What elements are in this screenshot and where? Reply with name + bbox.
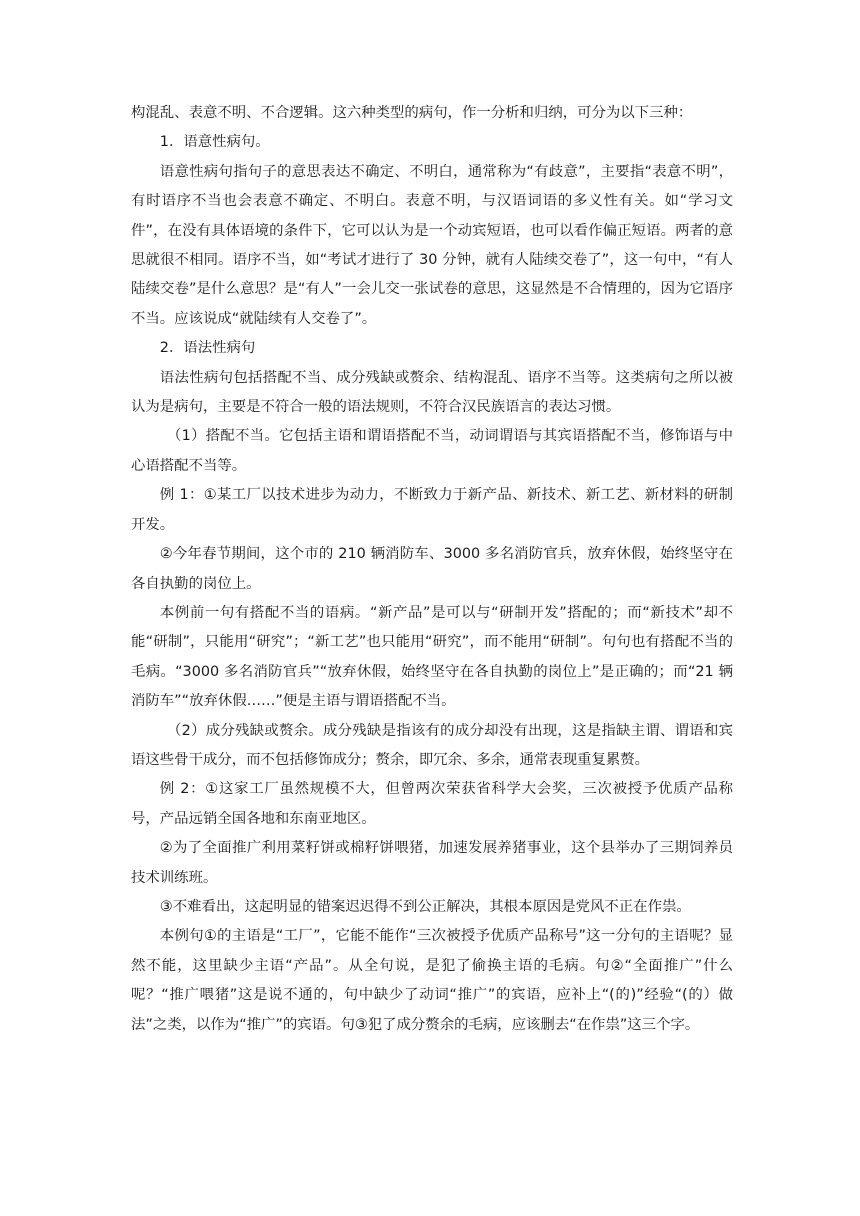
example-1-sentence-1: 例 1：①某工厂以技术进步为动力，不断致力于新产品、新技术、新工艺、新材料的研制开发。 [131, 487, 733, 533]
heading-grammar-errors: 2．语法性病句 [159, 340, 256, 357]
document-body [131, 99, 733, 1040]
example-2-analysis: 本例句①的主语是“工厂”，它能不能作“三次被授予优质产品称号”这一分句的主语呢？显然不能，这里缺少主语“产品”。从全句说，是犯了偷换主语的毛病。句②“全面推广”什么呢？“推广喂猪”这是说不通的，句中缺少了动词“推广”的宾语，应补上“(的)”经验“(的）做法”之类，以作为“推广”的宾语。句③犯了成分赘余的毛病，应该删去“在作祟”这三个字。 [131, 928, 733, 1033]
paragraph-missing-redundant: （2）成分残缺或赘余。成分残缺是指该有的成分却没有出现，这是指缺主谓、谓语和宾语这些骨干成分，而不包括修饰成分；赘余，即冗余、多余，通常表现重复累赘。 [131, 722, 733, 768]
paragraph-mismatch: （1）搭配不当。它包括主语和谓语搭配不当，动词谓语与其宾语搭配不当，修饰语与中心语搭配不当等。 [131, 428, 733, 474]
example-2-sentence-1: 例 2：①这家工厂虽然规模不大，但曾两次荣获省科学大会奖，三次被授予优质产品称号，产品远销全国各地和东南亚地区。 [131, 781, 733, 827]
example-2-sentence-3: ③不难看出，这起明显的错案迟迟得不到公正解决，其根本原因是党风不正在作祟。 [159, 898, 691, 915]
paragraph-semantic-errors: 语意性病句指句子的意思表达不确定、不明白，通常称为“有歧意”，主要指“表意不明”，有时语序不当也会表意不确定、不明白。表意不明，与汉语词语的多义性有关。如“学习文件”，在没有具体语境的条件下，它可以认为是一个动宾短语，也可以看作偏正短语。两者的意思就很不相同。语序不当，如“考试才进行了 30 分钟，就有人陆续交卷了”，这一句中，“有人陆续交卷”是什么意思？是“有人”一会儿交一张试卷的意思，这显然是不合情理的，因为它语序不当。应该说成“就陆续有人交卷了”。 [131, 163, 733, 327]
paragraph-grammar-errors: 语法性病句包括搭配不当、成分残缺或赘余、结构混乱、语序不当等。这类病句之所以被认为是病句，主要是不符合一般的语法规则，不符合汉民族语言的表达习惯。 [131, 369, 733, 416]
example-1-sentence-2: ②今年春节期间，这个市的 210 辆消防车、3000 多名消防官兵，放弃休假，始终坚守在各自执勤的岗位上。 [131, 546, 733, 592]
example-2-sentence-2: ②为了全面推广利用菜籽饼或棉籽饼喂猪，加速发展养猪事业，这个县举办了三期饲养员技术训练班。 [131, 840, 733, 886]
heading-semantic-errors: 1．语意性病句。 [159, 134, 270, 151]
paragraph-intro-continuation: 构混乱、表意不明、不合逻辑。这六种类型的病句，作一分析和归纳，可分为以下三种： [131, 105, 693, 121]
example-1-analysis: 本例前一句有搭配不当的语病。“新产品”是可以与“研制开发”搭配的；而“新技术”却不能“研制”，只能用“研究”；“新工艺”也只能用“研究”，而不能用“研制”。句句也有搭配不当的毛病。“3000 多名消防官兵”“放弃休假，始终坚守在各自执勤的岗位上”是正确的；而“21 辆消防车”“放弃休假……”便是主语与谓语搭配不当。 [131, 604, 733, 710]
